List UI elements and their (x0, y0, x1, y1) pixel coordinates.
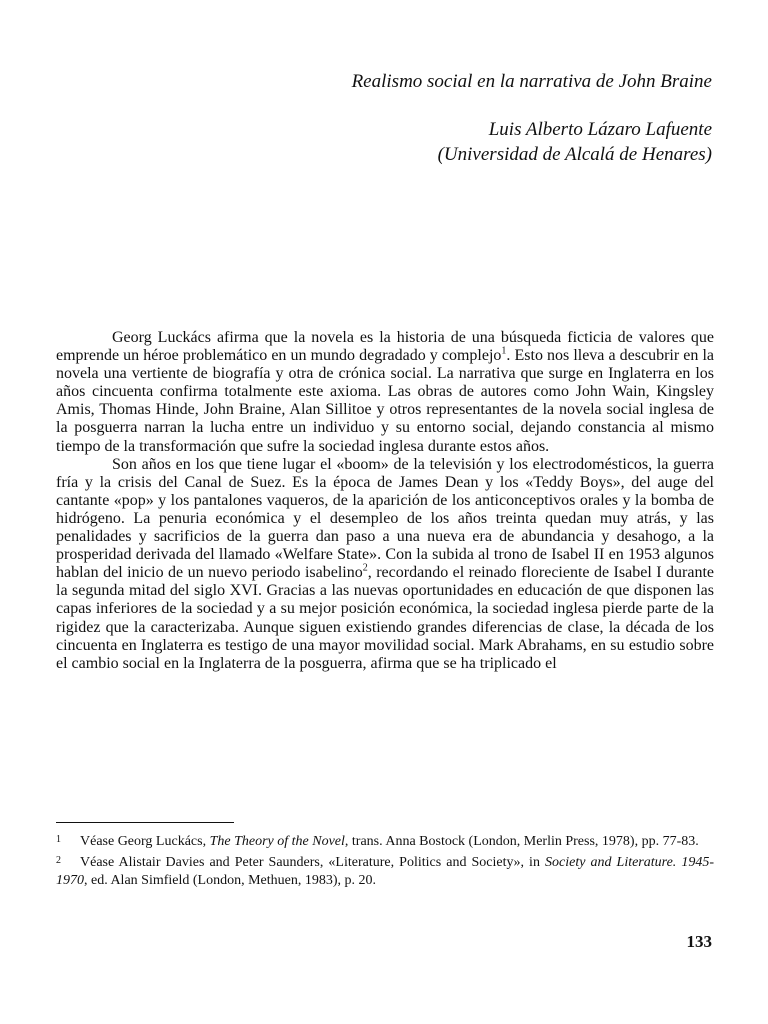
paragraph-1 (56, 329, 714, 456)
footnote-1-rest: , trans. Anna Bostock (London, Merlin Press, 1978), pp. 77-83. (344, 834, 699, 849)
paragraph-1-text-b: . Esto nos lleva a descubrir en la novela una vertiente de biografía y otra de crónica social. La narrativa que surge en Inglaterra en los años cincuenta confirma totalmente este axioma. Las obras de autores como John Wain, Kingsley Amis, Thomas Hinde, John Braine, Alan Sillitoe y otros representantes de la novela social inglesa de la posguerra narran la lucha entre un individuo y su entorno social, dejando constancia al mismo tiempo de la transformación que sufre la sociedad inglesa durante estos años. (56, 347, 714, 455)
footnote-ref-1: 1 (501, 345, 507, 357)
footnotes (56, 831, 714, 891)
footnote-divider (56, 822, 234, 823)
paragraph-1-text-a: Georg Luckács afirma que la novela es la historia de una búsqueda ficticia de valores que emprende un héroe problemático en un mundo degradado y complejo (56, 329, 714, 365)
paragraph-2 (56, 456, 714, 673)
author-affiliation: (Universidad de Alcalá de Henares) (437, 144, 712, 165)
footnote-2-number: 2 (56, 855, 61, 866)
footnote-1-number: 1 (56, 834, 61, 845)
footnote-1-work-title: The Theory of the Novel (209, 834, 345, 849)
footnote-2-pre: Véase Alistair Davies and Peter Saunders, «Literature, Politics and Society», in (80, 855, 545, 870)
footnote-2-rest: , ed. Alan Simfield (London, Methuen, 1983), p. 20. (84, 873, 377, 888)
page-number: 133 (686, 932, 712, 951)
footnote-2-work-title: Society and Literature. 1945-1970 (56, 855, 715, 888)
footnote-2 (56, 852, 714, 890)
footnote-ref-2: 2 (362, 562, 368, 574)
author-name: Luis Alberto Lázaro Lafuente (488, 119, 712, 140)
body-text (56, 329, 714, 673)
footnote-1 (56, 831, 714, 851)
paragraph-2-text-b: , recordando el reinado floreciente de Isabel I durante la segunda mitad del siglo XVI. Gracias a las nuevas oportunidades en educación de que disponen las capas inferiores de la sociedad y a su mejor posición económica, la sociedad inglesa pierde parte de la rigidez que la caracterizaba. Aunque siguen existiendo grandes diferencias de clase, la década de los cincuenta en Inglaterra es testigo de una mayor movilidad social. Mark Abrahams, en su estudio sobre el cambio social en la Inglaterra de la posguerra, afirma que se ha triplicado el (56, 564, 714, 672)
article-title: Realismo social en la narrativa de John Braine (351, 71, 712, 92)
author-block (438, 117, 712, 167)
paragraph-2-text-a: Son años en los que tiene lugar el «boom» de la televisión y los electrodomésticos, la guerra fría y la crisis del Canal de Suez. Es la época de James Dean y los «Teddy Boys», del auge del cantante «pop» y los pantalones vaqueros, de la aparición de los anticonceptivos orales y la bomba de hidrógeno. La penuria económica y el desempleo de los años treinta quedan muy atrás, y las penalidades y sacrificios de la guerra dan paso a una nueva era de abundancia y desahogo, a la prosperidad derivada del llamado «Welfare State». Con la subida al trono de Isabel II en 1953 algunos hablan del inicio de un nuevo periodo isabelino (56, 455, 714, 582)
footnote-1-pre: Véase Georg Luckács, (80, 834, 210, 849)
